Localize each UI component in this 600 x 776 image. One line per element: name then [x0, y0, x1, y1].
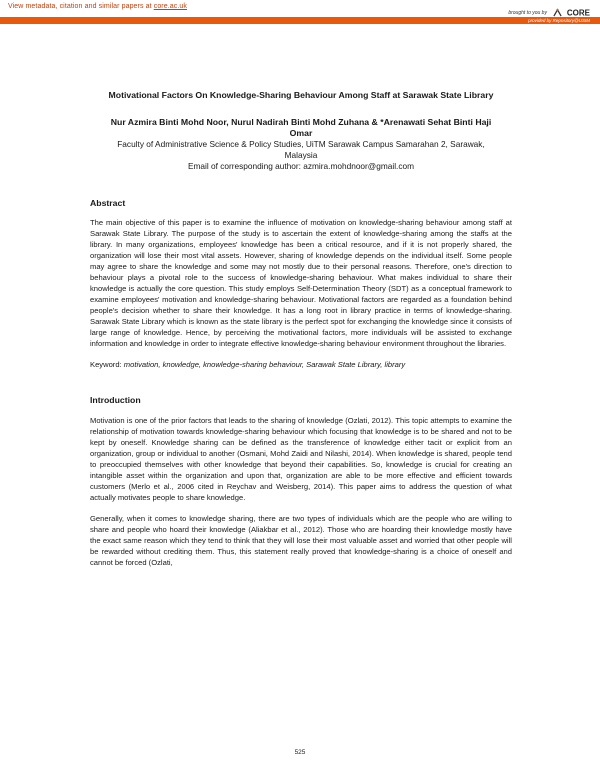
author-list-line-1: Nur Azmira Binti Mohd Noor, Nurul Nadirah Binti Mohd Zuhana & *Arenawati Sehat Binti Haji	[110, 117, 492, 127]
author-list-line-2: Omar	[289, 128, 313, 138]
core-logo-icon	[553, 8, 562, 17]
abstract-heading: Abstract	[90, 198, 126, 208]
page-number: 525	[294, 749, 306, 756]
core-url-link[interactable]: core.ac.uk	[153, 3, 188, 10]
abstract-body: The main objective of this paper is to examine the influence of motivation on knowledge-sharing behaviour among staff at Sarawak State Library. The purpose of the study is to ascertain the extent of knowledge-sharing among the staffs at the library. In many organizations, employees' knowledge has been a critical resource, and if it is not properly shared, the organization will lose their most vital assets. However, sharing of knowledge depends on the individual itself. Some people may agree to share the knowledge and some may not mostly due to their personal reasons. Therefore, one's direction to behaviour plays a pivotal role to the success of knowledge-sharing behaviour. What makes individual to share their knowledge is actually the core question. This study employs Self-Determination Theory (SDT) as a conceptual framework to examine employees' motivation and knowledge-sharing behaviour. Motivational factors are regarded as a foundation behind people's decision whether to share their knowledge. It has a long root in library practice in terms of knowledge-sharing. Sarawak State Library which is known as the state library is the perfect spot for exchanging the knowledge since it consists of large range of knowledge. Hence, by perceiving the motivational factors, more individuals will be assisted to exchange information and knowledge in order to integrate effective knowledge-sharing behaviour environment throughout the libraries.	[90, 218, 512, 348]
view-metadata-link[interactable]: View metadata, citation and similar papers at core.ac.uk	[8, 3, 188, 10]
paper-content	[90, 90, 512, 568]
orange-rule	[0, 17, 600, 24]
provided-by-text: provided by Repository@USIM	[528, 18, 590, 23]
introduction-heading: Introduction	[90, 395, 141, 405]
affiliation-line-1: Faculty of Administrative Science & Policy Studies, UiTM Sarawak Campus Samarahan 2, Sarawak,	[117, 139, 485, 149]
affiliation-line-2: Malaysia	[284, 150, 318, 160]
corresponding-email: Email of corresponding author: azmira.mohdnoor@gmail.com	[187, 161, 415, 171]
top-banner	[0, 0, 600, 24]
introduction-paragraph-1: Motivation is one of the prior factors that leads to the sharing of knowledge (Ozlati, 2012). This topic attempts to examine the relationship of motivation towards knowledge-sharing behaviour which focusing that knowledge is to be shared and not to be kept by oneself. Knowledge sharing can be defined as the transference of knowledge either tacit or explicit from an organization, group or individual to another (Osmani, Mohd Zaidi and Nilashi, 2014). When knowledge is shared, people tend to preoccupied themselves with other knowledge that beyond their capabilities. So, knowledge is crucial for creating an intangible asset within the organization and upon that, organization are able to be more effective and efficient towards customers (Merlo et al., 2006 cited in Reychav and Weisberg, 2014). This paper aims to address the question of what actually motivates people to share knowledge.	[90, 416, 512, 502]
core-name: CORE	[566, 8, 590, 18]
keywords-terms: motivation, knowledge, knowledge-sharing behaviour, Sarawak State Library, library	[123, 360, 406, 369]
paper-title: Motivational Factors On Knowledge-Sharing Behaviour Among Staff at Sarawak State Library	[108, 90, 494, 100]
keywords-label: Keyword:	[90, 360, 122, 369]
introduction-paragraph-2: Generally, when it comes to knowledge sharing, there are two types of individuals which are the people who are willing to share and people who hoard their knowledge (Aliakbar et al., 2012). Those who are hoarding their knowledge mostly have the exact same reason which they tend to think that they will lose their most valuable asset and worried that other people will be rewarded without crediting them. Thus, this statement really proved that knowledge-sharing is a choice of oneself and cannot be forced (Ozlati,	[90, 514, 512, 567]
brought-by-text: brought to you by	[508, 9, 547, 16]
keywords-line	[90, 359, 512, 370]
